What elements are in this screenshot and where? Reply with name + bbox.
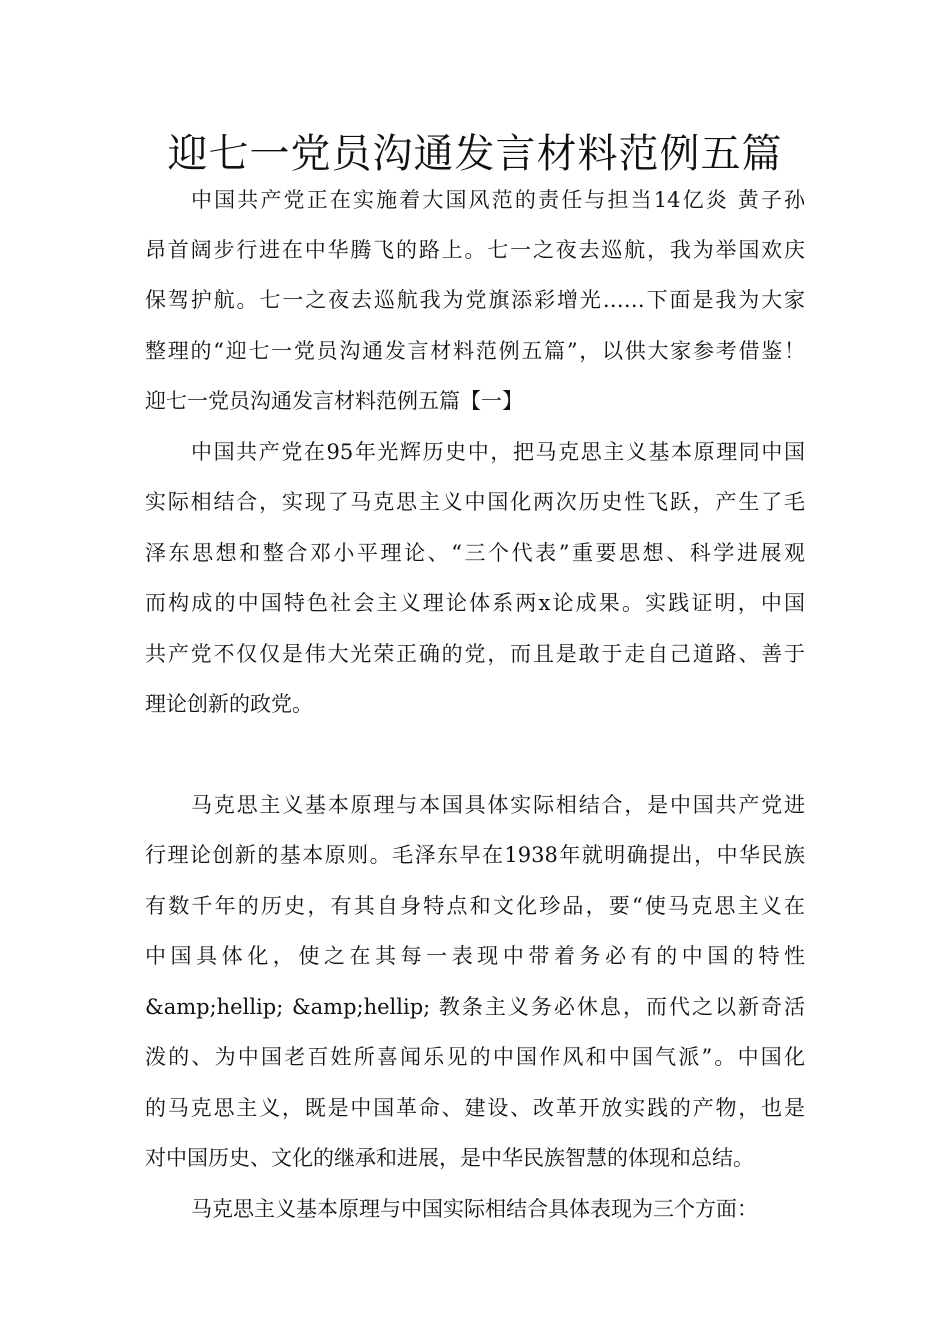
paragraph-line: 而构成的中国特色社会主义理论体系两x论成果。实践证明，中国 — [145, 591, 805, 615]
paragraph-line: &amp;hellip; &amp;hellip; 教条主义务必休息，而代之以新奇活 — [145, 995, 805, 1019]
document-title: 迎七一党员沟通发言材料范例五篇 — [167, 131, 783, 177]
paragraph-line: 泼的、为中国老百姓所喜闻乐见的中国作风和中国气派”。中国化 — [145, 1045, 805, 1069]
paragraph-line: 马克思主义基本原理与本国具体实际相结合，是中国共产党进 — [191, 793, 805, 817]
paragraph-line: 中国具体化，使之在其每一表现中带着务必有的中国的特性 — [145, 944, 805, 968]
paragraph-line: 行理论创新的基本原则。毛泽东早在1938年就明确提出，中华民族 — [145, 843, 805, 867]
paragraph-line: 中国共产党正在实施着大国风范的责任与担当14亿炎 黄子孙 — [191, 188, 805, 212]
paragraph-line: 对中国历史、文化的继承和进展，是中华民族智慧的体现和总结。 — [145, 1146, 754, 1170]
paragraph-line: 实际相结合，实现了马克思主义中国化两次历史性飞跃，产生了毛 — [145, 490, 805, 514]
paragraph-line: 昂首阔步行进在中华腾飞的路上。七一之夜去巡航，我为举国欢庆 — [145, 238, 805, 262]
section-heading: 迎七一党员沟通发言材料范例五篇【一】 — [145, 389, 523, 413]
paragraph-line: 有数千年的历史，有其自身特点和文化珍品，要“使马克思主义在 — [145, 894, 805, 918]
paragraph-line: 共产党不仅仅是伟大光荣正确的党，而且是敢于走自己道路、善于 — [145, 642, 805, 666]
paragraph-line: 理论创新的政党。 — [145, 692, 313, 716]
paragraph-line: 保驾护航。七一之夜去巡航我为党旗添彩增光……下面是我为大家 — [145, 288, 805, 312]
paragraph-line: 中国共产党在95年光辉历史中，把马克思主义基本原理同中国 — [191, 440, 805, 464]
paragraph-line: 泽东思想和整合邓小平理论、“三个代表”重要思想、科学进展观 — [145, 541, 805, 565]
paragraph-line: 的马克思主义，既是中国革命、建设、改革开放实践的产物，也是 — [145, 1096, 805, 1120]
paragraph-line: 马克思主义基本原理与中国实际相结合具体表现为三个方面： — [191, 1197, 758, 1221]
paragraph-line: 整理的“迎七一党员沟通发言材料范例五篇”，以供大家参考借鉴！ — [145, 339, 805, 363]
